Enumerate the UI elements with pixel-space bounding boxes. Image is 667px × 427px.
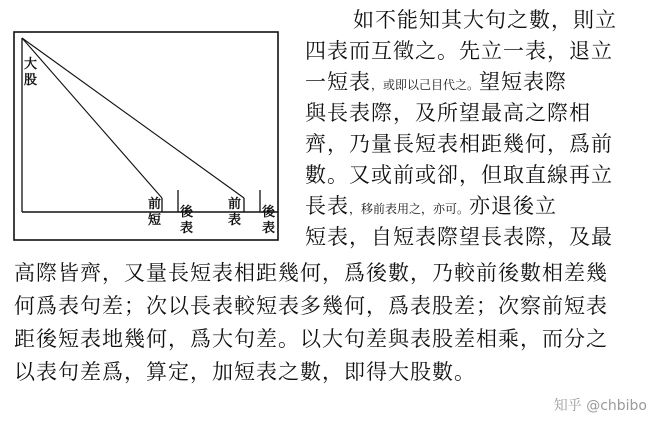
- line-text: 高際皆齊，又量長短表相距幾何，爲後數，乃較前後數相差幾: [14, 261, 608, 285]
- label-front-short-2: 短: [148, 213, 162, 228]
- label-front-short: 前: [148, 197, 162, 212]
- full-line-3: [14, 324, 608, 354]
- label-great-leg-2: 股: [24, 73, 38, 88]
- watermark: 知乎 @chbibo: [553, 398, 647, 414]
- line-note: ，移前表用之，亦可。: [349, 202, 470, 216]
- label-back-long-2: 表: [262, 221, 276, 236]
- line-text: 長表: [305, 194, 349, 218]
- label-great-leg-1: 大: [24, 57, 38, 72]
- survey-diagram: [12, 30, 282, 245]
- text-line-5: [305, 129, 613, 159]
- label-back-b: 表: [180, 221, 194, 236]
- sight-line-front: [22, 38, 162, 198]
- line-text: 以表句差爲，算定，加短表之數，即得大股數。: [14, 360, 476, 384]
- text-line-2: [305, 36, 613, 66]
- line-text: 四表而互徵之。先立一表，退立: [305, 39, 613, 63]
- line-note: ，或即以己目代之。: [371, 78, 480, 92]
- label-back-a: 後: [180, 205, 194, 220]
- line-text: 何爲表句差；次以長表較短表多幾何，爲表股差；次察前短表: [14, 294, 608, 318]
- line-text: 齊，乃量長短表相距幾何，爲前: [305, 132, 613, 156]
- geometry-figure: [12, 30, 282, 245]
- label-front-long: 前: [228, 197, 242, 212]
- line-text: 距後短表地幾何，爲大句差。以大句差與表股差相乘，而分之: [14, 327, 608, 351]
- line-text: 如不能知其大句之數，則立: [353, 8, 617, 32]
- line-text: 與長表際，及所望最高之際相: [305, 101, 591, 125]
- line-text-after: 望短表際: [479, 70, 568, 94]
- line-text: 一短表: [305, 70, 371, 94]
- sight-line-back: [22, 38, 244, 198]
- text-line-6: [305, 160, 613, 190]
- line-text: 短表，自短表際望長表際，及最: [305, 225, 613, 249]
- full-line-1: [14, 258, 608, 288]
- text-line-8: [305, 222, 613, 252]
- line-text-after: 亦退後立: [469, 194, 558, 218]
- label-back-long: 後: [262, 205, 276, 220]
- full-line-2: [14, 291, 608, 321]
- text-line-7: [305, 191, 557, 221]
- line-text: 數。又或前或卻，但取直線再立: [305, 163, 613, 187]
- full-line-4: [14, 357, 476, 387]
- label-front-long-2: 表: [228, 213, 242, 228]
- text-line-3: [305, 67, 567, 97]
- text-line-4: [305, 98, 591, 128]
- text-line-1: [353, 5, 617, 35]
